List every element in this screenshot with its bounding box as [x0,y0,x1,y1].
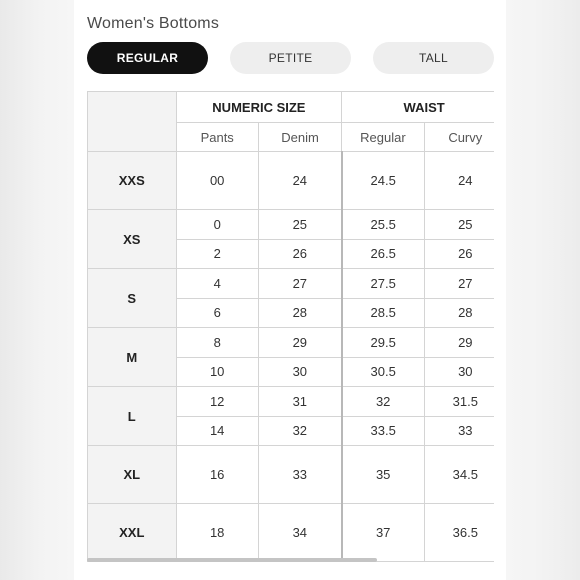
tab-tall[interactable]: TALL [373,42,494,74]
cell-waist-curvy: 26 [424,239,494,269]
cell-waist-curvy: 33 [424,416,494,446]
horizontal-scrollbar[interactable] [87,558,377,562]
cell-waist-regular: 37 [342,504,424,562]
table-row [88,210,495,240]
cell-denim: 30 [258,357,341,387]
subheader-regular: Regular [342,123,424,152]
page-title: Women's Bottoms [87,15,220,32]
table-row [88,269,495,299]
cell-denim: 25 [258,210,341,240]
subheader-denim: Denim [258,123,341,152]
size-label: XXL [88,504,177,562]
cell-denim: 27 [258,269,341,299]
cell-pants: 12 [176,387,258,417]
cell-pants: 8 [176,328,258,358]
cell-waist-regular: 28.5 [342,298,424,328]
subheader-pants: Pants [176,123,258,152]
size-label: M [88,328,177,387]
cell-denim: 34 [258,504,341,562]
cell-pants: 14 [176,416,258,446]
size-label: S [88,269,177,328]
header-waist: WAIST [342,92,494,123]
cell-denim: 28 [258,298,341,328]
cell-waist-curvy: 30 [424,357,494,387]
table-row [88,387,495,417]
cell-waist-regular: 24.5 [342,152,424,210]
cell-pants: 4 [176,269,258,299]
size-table-scroll[interactable] [87,91,494,563]
cell-pants: 10 [176,357,258,387]
cell-denim: 29 [258,328,341,358]
cell-waist-regular: 27.5 [342,269,424,299]
size-label: L [88,387,177,446]
cell-pants: 2 [176,239,258,269]
cell-pants: 18 [176,504,258,562]
tab-regular[interactable]: REGULAR [87,42,208,74]
cell-pants: 16 [176,446,258,504]
tab-petite[interactable]: PETITE [230,42,351,74]
size-chart-panel [74,0,506,580]
cell-waist-curvy: 36.5 [424,504,494,562]
table-row [88,446,495,504]
table-row [88,152,495,210]
subheader-curvy: Curvy [424,123,494,152]
cell-denim: 24 [258,152,341,210]
cell-waist-regular: 25.5 [342,210,424,240]
cell-denim: 26 [258,239,341,269]
table-row [88,504,495,562]
cell-pants: 0 [176,210,258,240]
cell-waist-regular: 32 [342,387,424,417]
cell-denim: 33 [258,446,341,504]
size-label: XL [88,446,177,504]
table-row [88,328,495,358]
cell-denim: 31 [258,387,341,417]
cell-waist-regular: 26.5 [342,239,424,269]
header-numeric-size: NUMERIC SIZE [176,92,342,123]
cell-denim: 32 [258,416,341,446]
cell-waist-curvy: 27 [424,269,494,299]
cell-waist-curvy: 28 [424,298,494,328]
cell-waist-regular: 29.5 [342,328,424,358]
cell-waist-curvy: 31.5 [424,387,494,417]
cell-waist-curvy: 34.5 [424,446,494,504]
cell-waist-regular: 33.5 [342,416,424,446]
cell-waist-curvy: 24 [424,152,494,210]
cell-waist-curvy: 29 [424,328,494,358]
corner-cell [88,92,177,152]
cell-waist-curvy: 25 [424,210,494,240]
cell-pants: 00 [176,152,258,210]
cell-waist-regular: 35 [342,446,424,504]
cell-waist-regular: 30.5 [342,357,424,387]
size-label: XS [88,210,177,269]
size-label: XXS [88,152,177,210]
fit-tabs [87,42,497,74]
cell-pants: 6 [176,298,258,328]
size-table [87,91,494,562]
